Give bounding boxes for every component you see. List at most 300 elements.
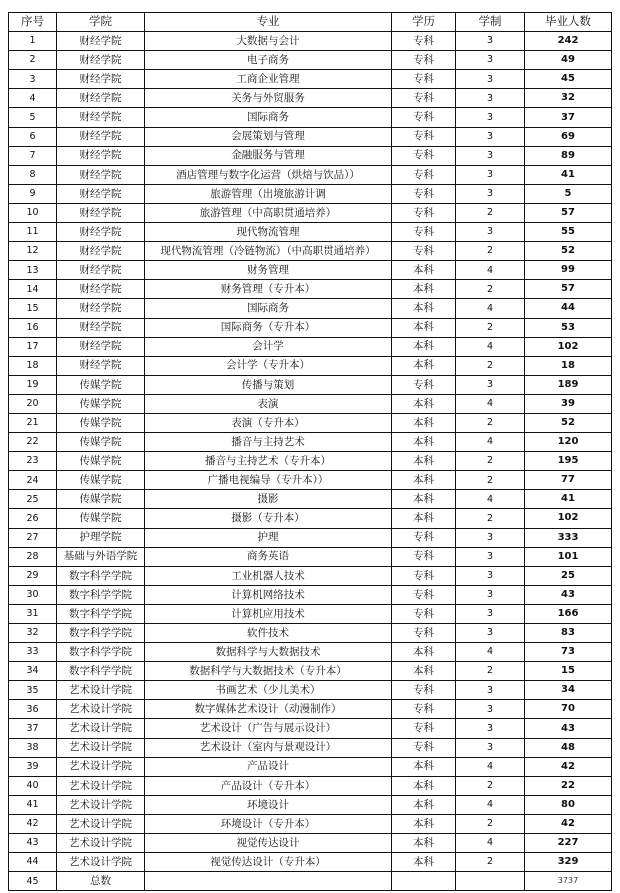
row-no: 8 bbox=[9, 165, 57, 184]
total-empty-degree bbox=[392, 872, 456, 891]
table-row bbox=[9, 681, 612, 700]
row-major: 商务英语 bbox=[145, 547, 392, 566]
row-degree: 专科 bbox=[392, 146, 456, 165]
header-college: 学院 bbox=[57, 13, 145, 32]
row-college: 数字科学学院 bbox=[57, 643, 145, 662]
row-degree: 专科 bbox=[392, 242, 456, 261]
row-count: 43 bbox=[525, 585, 612, 604]
row-no: 26 bbox=[9, 509, 57, 528]
row-no: 5 bbox=[9, 108, 57, 127]
row-years: 3 bbox=[456, 89, 525, 108]
table-row bbox=[9, 70, 612, 89]
row-major: 视觉传达设计（专升本） bbox=[145, 853, 392, 872]
table-row bbox=[9, 242, 612, 261]
header-no: 序号 bbox=[9, 13, 57, 32]
total-empty-years bbox=[456, 872, 525, 891]
row-years: 3 bbox=[456, 604, 525, 623]
row-major: 电子商务 bbox=[145, 51, 392, 70]
row-count: 15 bbox=[525, 662, 612, 681]
row-no: 32 bbox=[9, 624, 57, 643]
row-count: 39 bbox=[525, 394, 612, 413]
row-no: 24 bbox=[9, 471, 57, 490]
row-major: 传播与策划 bbox=[145, 375, 392, 394]
row-years: 3 bbox=[456, 70, 525, 89]
row-no: 7 bbox=[9, 146, 57, 165]
table-row bbox=[9, 356, 612, 375]
row-years: 2 bbox=[456, 318, 525, 337]
row-degree: 专科 bbox=[392, 127, 456, 146]
row-no: 27 bbox=[9, 528, 57, 547]
row-years: 3 bbox=[456, 681, 525, 700]
row-no: 22 bbox=[9, 433, 57, 452]
row-major: 财务管理 bbox=[145, 261, 392, 280]
row-degree: 本科 bbox=[392, 490, 456, 509]
table-row bbox=[9, 834, 612, 853]
row-count: 41 bbox=[525, 165, 612, 184]
row-years: 2 bbox=[456, 203, 525, 222]
row-college: 艺术设计学院 bbox=[57, 853, 145, 872]
row-years: 3 bbox=[456, 624, 525, 643]
row-years: 3 bbox=[456, 184, 525, 203]
total-no: 45 bbox=[9, 872, 57, 891]
row-count: 45 bbox=[525, 70, 612, 89]
row-years: 4 bbox=[456, 337, 525, 356]
row-count: 48 bbox=[525, 738, 612, 757]
row-major: 国际商务（专升本） bbox=[145, 318, 392, 337]
row-major: 大数据与会计 bbox=[145, 32, 392, 51]
row-college: 数字科学学院 bbox=[57, 585, 145, 604]
table-row bbox=[9, 738, 612, 757]
table-row bbox=[9, 452, 612, 471]
table-row bbox=[9, 394, 612, 413]
table-row bbox=[9, 108, 612, 127]
row-degree: 专科 bbox=[392, 108, 456, 127]
table-row bbox=[9, 413, 612, 432]
row-college: 传媒学院 bbox=[57, 433, 145, 452]
row-years: 3 bbox=[456, 528, 525, 547]
row-years: 2 bbox=[456, 242, 525, 261]
row-college: 传媒学院 bbox=[57, 413, 145, 432]
row-years: 3 bbox=[456, 375, 525, 394]
row-years: 4 bbox=[456, 834, 525, 853]
row-count: 55 bbox=[525, 223, 612, 242]
row-degree: 本科 bbox=[392, 757, 456, 776]
row-college: 传媒学院 bbox=[57, 375, 145, 394]
row-years: 2 bbox=[456, 413, 525, 432]
row-count: 42 bbox=[525, 814, 612, 833]
row-count: 42 bbox=[525, 757, 612, 776]
row-years: 3 bbox=[456, 719, 525, 738]
row-count: 242 bbox=[525, 32, 612, 51]
table-row bbox=[9, 433, 612, 452]
row-major: 艺术设计（广告与展示设计） bbox=[145, 719, 392, 738]
row-college: 财经学院 bbox=[57, 356, 145, 375]
row-college: 传媒学院 bbox=[57, 452, 145, 471]
row-major: 软件技术 bbox=[145, 624, 392, 643]
row-college: 财经学院 bbox=[57, 70, 145, 89]
table-row bbox=[9, 566, 612, 585]
row-no: 39 bbox=[9, 757, 57, 776]
table-row bbox=[9, 203, 612, 222]
row-no: 35 bbox=[9, 681, 57, 700]
header-count: 毕业人数 bbox=[525, 13, 612, 32]
row-years: 3 bbox=[456, 738, 525, 757]
row-major: 播音与主持艺术（专升本） bbox=[145, 452, 392, 471]
row-college: 艺术设计学院 bbox=[57, 834, 145, 853]
row-no: 42 bbox=[9, 814, 57, 833]
row-degree: 本科 bbox=[392, 643, 456, 662]
row-count: 73 bbox=[525, 643, 612, 662]
row-degree: 本科 bbox=[392, 795, 456, 814]
row-degree: 本科 bbox=[392, 662, 456, 681]
row-no: 41 bbox=[9, 795, 57, 814]
table-row bbox=[9, 547, 612, 566]
row-college: 财经学院 bbox=[57, 261, 145, 280]
row-degree: 专科 bbox=[392, 70, 456, 89]
row-years: 4 bbox=[456, 299, 525, 318]
row-years: 2 bbox=[456, 509, 525, 528]
table-row bbox=[9, 32, 612, 51]
row-degree: 专科 bbox=[392, 32, 456, 51]
row-college: 数字科学学院 bbox=[57, 624, 145, 643]
table-row bbox=[9, 165, 612, 184]
table-row bbox=[9, 337, 612, 356]
row-no: 1 bbox=[9, 32, 57, 51]
row-years: 2 bbox=[456, 814, 525, 833]
row-count: 189 bbox=[525, 375, 612, 394]
row-college: 基础与外语学院 bbox=[57, 547, 145, 566]
row-college: 传媒学院 bbox=[57, 394, 145, 413]
table-row bbox=[9, 318, 612, 337]
row-no: 2 bbox=[9, 51, 57, 70]
table-row bbox=[9, 757, 612, 776]
row-major: 国际商务 bbox=[145, 108, 392, 127]
row-no: 4 bbox=[9, 89, 57, 108]
row-major: 视觉传达设计 bbox=[145, 834, 392, 853]
row-major: 计算机应用技术 bbox=[145, 604, 392, 623]
row-degree: 专科 bbox=[392, 566, 456, 585]
row-no: 3 bbox=[9, 70, 57, 89]
row-no: 10 bbox=[9, 203, 57, 222]
row-years: 4 bbox=[456, 795, 525, 814]
row-years: 2 bbox=[456, 452, 525, 471]
row-no: 18 bbox=[9, 356, 57, 375]
row-count: 77 bbox=[525, 471, 612, 490]
row-years: 3 bbox=[456, 146, 525, 165]
row-degree: 本科 bbox=[392, 318, 456, 337]
row-count: 18 bbox=[525, 356, 612, 375]
row-count: 44 bbox=[525, 299, 612, 318]
row-college: 财经学院 bbox=[57, 280, 145, 299]
table-row bbox=[9, 89, 612, 108]
row-degree: 本科 bbox=[392, 261, 456, 280]
row-degree: 本科 bbox=[392, 299, 456, 318]
table-row bbox=[9, 261, 612, 280]
row-years: 3 bbox=[456, 127, 525, 146]
row-degree: 专科 bbox=[392, 528, 456, 547]
row-count: 41 bbox=[525, 490, 612, 509]
row-major: 摄影 bbox=[145, 490, 392, 509]
total-label: 总数 bbox=[57, 872, 145, 891]
table-row bbox=[9, 509, 612, 528]
table-row bbox=[9, 700, 612, 719]
row-degree: 专科 bbox=[392, 700, 456, 719]
row-college: 财经学院 bbox=[57, 127, 145, 146]
row-college: 数字科学学院 bbox=[57, 566, 145, 585]
row-degree: 专科 bbox=[392, 624, 456, 643]
row-count: 57 bbox=[525, 203, 612, 222]
row-count: 57 bbox=[525, 280, 612, 299]
row-college: 艺术设计学院 bbox=[57, 700, 145, 719]
row-degree: 本科 bbox=[392, 853, 456, 872]
row-count: 22 bbox=[525, 776, 612, 795]
row-no: 36 bbox=[9, 700, 57, 719]
row-degree: 本科 bbox=[392, 814, 456, 833]
row-no: 11 bbox=[9, 223, 57, 242]
header-major: 专业 bbox=[145, 13, 392, 32]
row-degree: 专科 bbox=[392, 585, 456, 604]
row-years: 3 bbox=[456, 165, 525, 184]
row-years: 3 bbox=[456, 547, 525, 566]
row-major: 会展策划与管理 bbox=[145, 127, 392, 146]
row-major: 数据科学与大数据技术（专升本） bbox=[145, 662, 392, 681]
row-no: 34 bbox=[9, 662, 57, 681]
row-degree: 本科 bbox=[392, 509, 456, 528]
row-degree: 专科 bbox=[392, 719, 456, 738]
table-row bbox=[9, 490, 612, 509]
row-college: 财经学院 bbox=[57, 89, 145, 108]
row-degree: 本科 bbox=[392, 337, 456, 356]
row-college: 财经学院 bbox=[57, 337, 145, 356]
row-years: 4 bbox=[456, 643, 525, 662]
row-degree: 本科 bbox=[392, 356, 456, 375]
row-no: 14 bbox=[9, 280, 57, 299]
row-degree: 专科 bbox=[392, 681, 456, 700]
row-major: 关务与外贸服务 bbox=[145, 89, 392, 108]
row-degree: 本科 bbox=[392, 471, 456, 490]
row-years: 2 bbox=[456, 356, 525, 375]
row-years: 4 bbox=[456, 394, 525, 413]
row-no: 17 bbox=[9, 337, 57, 356]
row-no: 28 bbox=[9, 547, 57, 566]
row-years: 3 bbox=[456, 51, 525, 70]
row-degree: 专科 bbox=[392, 165, 456, 184]
row-no: 19 bbox=[9, 375, 57, 394]
row-count: 99 bbox=[525, 261, 612, 280]
table-row bbox=[9, 624, 612, 643]
row-college: 艺术设计学院 bbox=[57, 719, 145, 738]
row-years: 2 bbox=[456, 280, 525, 299]
row-years: 3 bbox=[456, 32, 525, 51]
row-major: 金融服务与管理 bbox=[145, 146, 392, 165]
row-count: 49 bbox=[525, 51, 612, 70]
row-major: 环境设计 bbox=[145, 795, 392, 814]
row-years: 3 bbox=[456, 566, 525, 585]
row-count: 52 bbox=[525, 413, 612, 432]
row-college: 财经学院 bbox=[57, 299, 145, 318]
row-major: 书画艺术（少儿美术） bbox=[145, 681, 392, 700]
row-degree: 本科 bbox=[392, 394, 456, 413]
row-count: 89 bbox=[525, 146, 612, 165]
row-major: 产品设计（专升本） bbox=[145, 776, 392, 795]
row-major: 国际商务 bbox=[145, 299, 392, 318]
row-years: 4 bbox=[456, 757, 525, 776]
row-degree: 专科 bbox=[392, 203, 456, 222]
total-empty-major bbox=[145, 872, 392, 891]
row-college: 财经学院 bbox=[57, 242, 145, 261]
graduates-table-container bbox=[8, 12, 612, 891]
row-count: 329 bbox=[525, 853, 612, 872]
row-no: 44 bbox=[9, 853, 57, 872]
row-degree: 专科 bbox=[392, 547, 456, 566]
row-major: 工业机器人技术 bbox=[145, 566, 392, 585]
row-no: 29 bbox=[9, 566, 57, 585]
row-count: 195 bbox=[525, 452, 612, 471]
row-degree: 专科 bbox=[392, 738, 456, 757]
row-no: 20 bbox=[9, 394, 57, 413]
row-count: 32 bbox=[525, 89, 612, 108]
table-row bbox=[9, 719, 612, 738]
table-row bbox=[9, 375, 612, 394]
row-degree: 专科 bbox=[392, 89, 456, 108]
table-row bbox=[9, 127, 612, 146]
row-no: 13 bbox=[9, 261, 57, 280]
row-count: 120 bbox=[525, 433, 612, 452]
row-degree: 专科 bbox=[392, 375, 456, 394]
graduates-table bbox=[8, 12, 612, 891]
row-college: 财经学院 bbox=[57, 203, 145, 222]
row-count: 70 bbox=[525, 700, 612, 719]
row-years: 4 bbox=[456, 261, 525, 280]
total-row bbox=[9, 872, 612, 891]
row-no: 21 bbox=[9, 413, 57, 432]
row-years: 4 bbox=[456, 433, 525, 452]
row-no: 9 bbox=[9, 184, 57, 203]
row-no: 12 bbox=[9, 242, 57, 261]
header-years: 学制 bbox=[456, 13, 525, 32]
row-major: 数字媒体艺术设计（动漫制作） bbox=[145, 700, 392, 719]
row-years: 2 bbox=[456, 776, 525, 795]
row-college: 财经学院 bbox=[57, 184, 145, 203]
row-degree: 专科 bbox=[392, 51, 456, 70]
row-major: 现代物流管理（冷链物流）（中高职贯通培养） bbox=[145, 242, 392, 261]
row-degree: 本科 bbox=[392, 433, 456, 452]
row-no: 15 bbox=[9, 299, 57, 318]
row-no: 43 bbox=[9, 834, 57, 853]
row-no: 30 bbox=[9, 585, 57, 604]
row-count: 166 bbox=[525, 604, 612, 623]
row-major: 旅游管理（出境旅游计调 bbox=[145, 184, 392, 203]
row-college: 艺术设计学院 bbox=[57, 814, 145, 833]
row-college: 艺术设计学院 bbox=[57, 757, 145, 776]
row-degree: 本科 bbox=[392, 776, 456, 795]
row-no: 6 bbox=[9, 127, 57, 146]
table-row bbox=[9, 585, 612, 604]
row-no: 23 bbox=[9, 452, 57, 471]
row-degree: 专科 bbox=[392, 184, 456, 203]
row-major: 护理 bbox=[145, 528, 392, 547]
row-years: 3 bbox=[456, 585, 525, 604]
row-major: 摄影（专升本） bbox=[145, 509, 392, 528]
table-row bbox=[9, 814, 612, 833]
row-major: 工商企业管理 bbox=[145, 70, 392, 89]
table-row bbox=[9, 604, 612, 623]
row-college: 财经学院 bbox=[57, 51, 145, 70]
row-years: 2 bbox=[456, 662, 525, 681]
row-degree: 本科 bbox=[392, 280, 456, 299]
total-count: 3737 bbox=[525, 872, 612, 891]
row-count: 69 bbox=[525, 127, 612, 146]
table-row bbox=[9, 471, 612, 490]
row-years: 3 bbox=[456, 108, 525, 127]
table-row bbox=[9, 853, 612, 872]
row-no: 16 bbox=[9, 318, 57, 337]
row-major: 会计学 bbox=[145, 337, 392, 356]
row-college: 艺术设计学院 bbox=[57, 681, 145, 700]
row-college: 传媒学院 bbox=[57, 471, 145, 490]
row-major: 财务管理（专升本） bbox=[145, 280, 392, 299]
row-college: 数字科学学院 bbox=[57, 662, 145, 681]
row-count: 37 bbox=[525, 108, 612, 127]
table-row bbox=[9, 528, 612, 547]
row-college: 艺术设计学院 bbox=[57, 795, 145, 814]
row-major: 会计学（专升本） bbox=[145, 356, 392, 375]
row-no: 38 bbox=[9, 738, 57, 757]
row-count: 53 bbox=[525, 318, 612, 337]
row-major: 现代物流管理 bbox=[145, 223, 392, 242]
row-college: 财经学院 bbox=[57, 318, 145, 337]
row-count: 5 bbox=[525, 184, 612, 203]
row-major: 广播电视编导（专升本）） bbox=[145, 471, 392, 490]
row-degree: 本科 bbox=[392, 413, 456, 432]
row-major: 酒店管理与数字化运营（烘焙与饮品）） bbox=[145, 165, 392, 184]
table-row bbox=[9, 51, 612, 70]
row-major: 表演 bbox=[145, 394, 392, 413]
table-row bbox=[9, 146, 612, 165]
table-row bbox=[9, 299, 612, 318]
row-college: 财经学院 bbox=[57, 108, 145, 127]
row-no: 33 bbox=[9, 643, 57, 662]
row-count: 102 bbox=[525, 337, 612, 356]
row-college: 财经学院 bbox=[57, 223, 145, 242]
row-years: 2 bbox=[456, 853, 525, 872]
table-row bbox=[9, 184, 612, 203]
header-degree: 学历 bbox=[392, 13, 456, 32]
row-degree: 专科 bbox=[392, 604, 456, 623]
table-header-row bbox=[9, 13, 612, 32]
row-count: 102 bbox=[525, 509, 612, 528]
row-count: 34 bbox=[525, 681, 612, 700]
row-college: 艺术设计学院 bbox=[57, 738, 145, 757]
row-college: 护理学院 bbox=[57, 528, 145, 547]
row-major: 旅游管理（中高职贯通培养） bbox=[145, 203, 392, 222]
row-major: 计算机网络技术 bbox=[145, 585, 392, 604]
row-major: 播音与主持艺术 bbox=[145, 433, 392, 452]
row-degree: 专科 bbox=[392, 223, 456, 242]
row-years: 3 bbox=[456, 700, 525, 719]
row-no: 31 bbox=[9, 604, 57, 623]
table-row bbox=[9, 795, 612, 814]
row-count: 83 bbox=[525, 624, 612, 643]
row-degree: 本科 bbox=[392, 452, 456, 471]
row-years: 3 bbox=[456, 223, 525, 242]
row-count: 43 bbox=[525, 719, 612, 738]
row-major: 产品设计 bbox=[145, 757, 392, 776]
row-college: 艺术设计学院 bbox=[57, 776, 145, 795]
row-college: 传媒学院 bbox=[57, 490, 145, 509]
row-count: 80 bbox=[525, 795, 612, 814]
row-no: 25 bbox=[9, 490, 57, 509]
